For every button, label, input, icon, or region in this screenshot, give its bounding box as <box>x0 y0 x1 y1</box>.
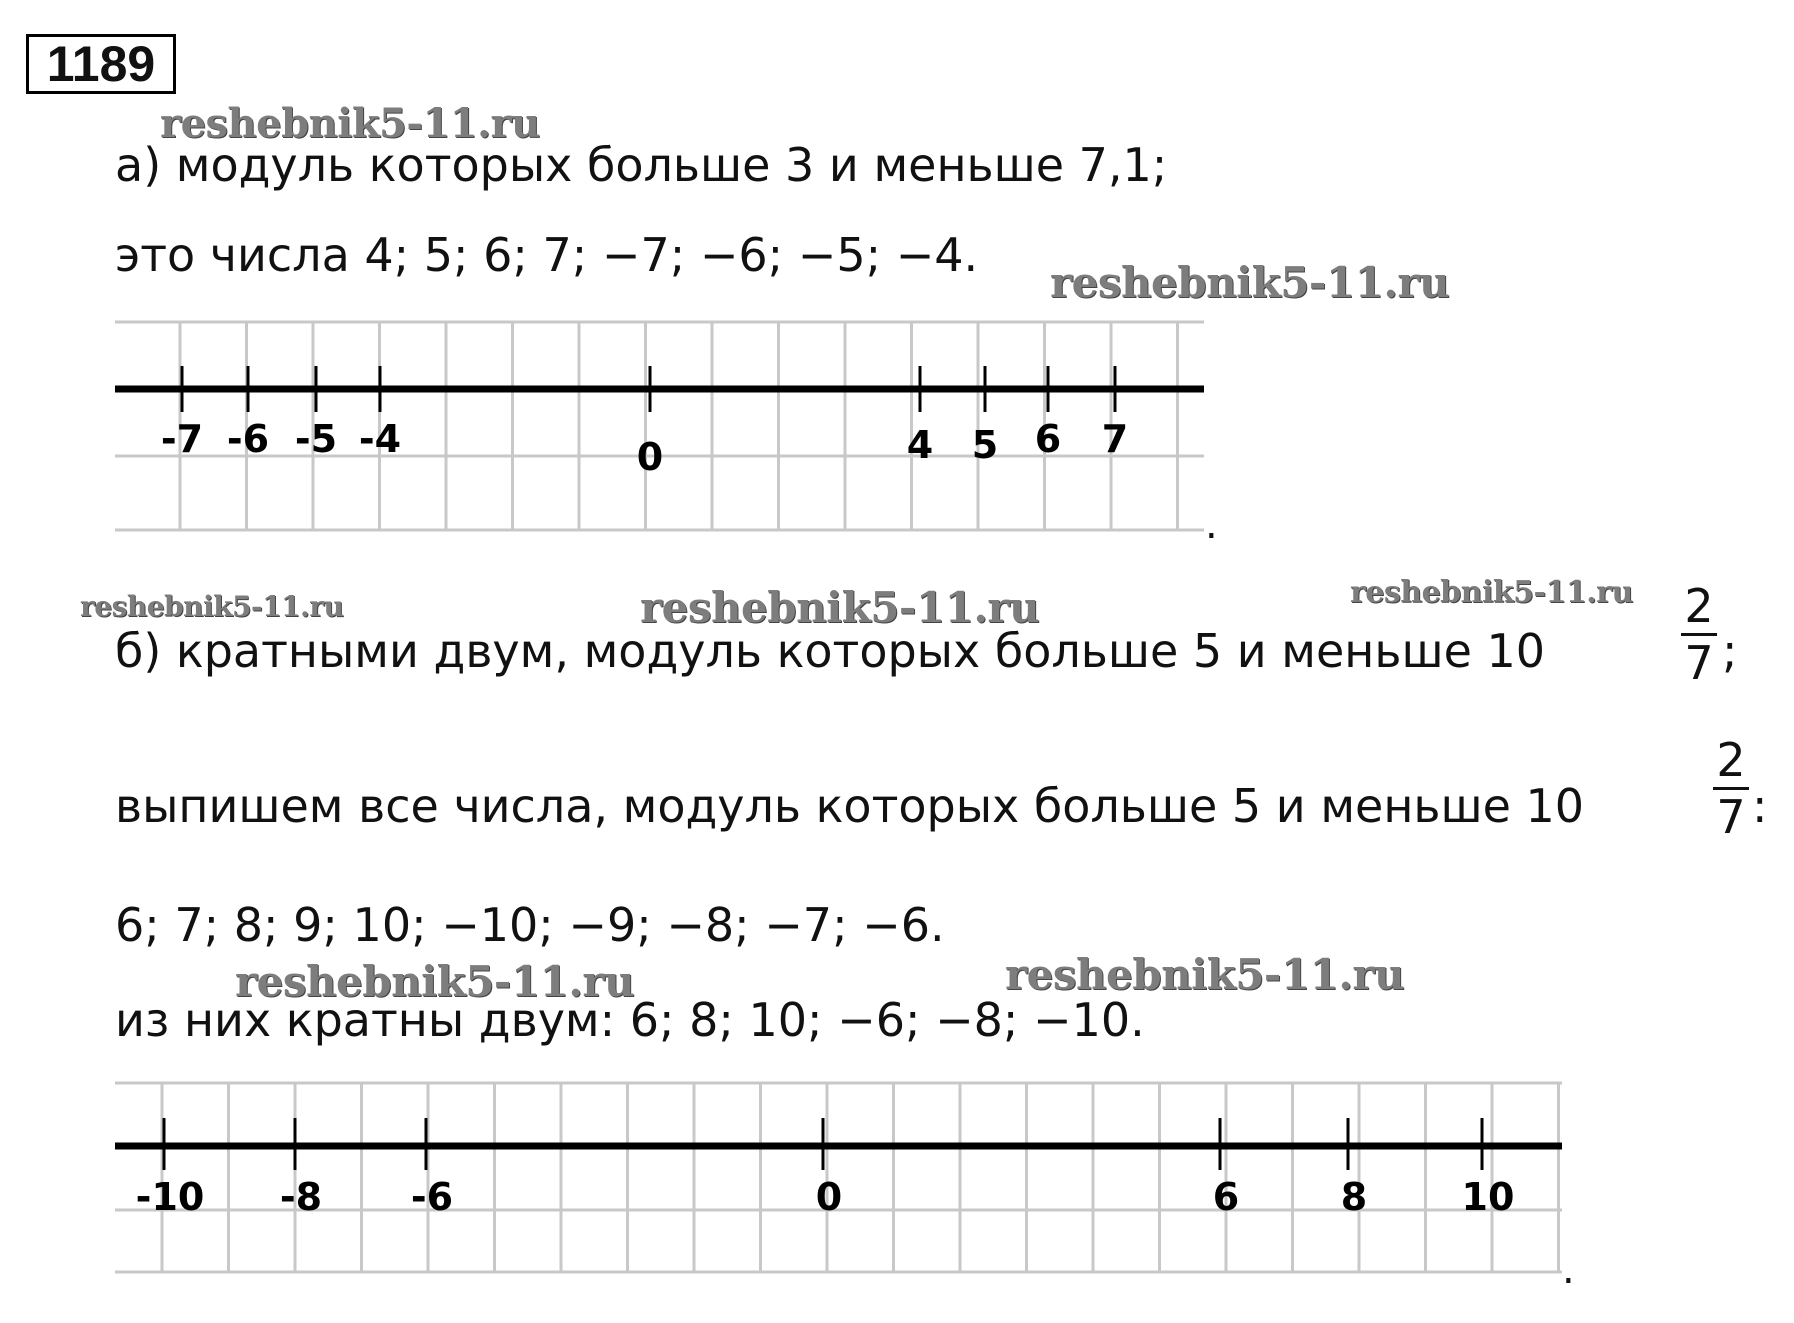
tick-label: -10 <box>135 1175 205 1219</box>
watermark: reshebnik5-11.ru <box>80 590 344 623</box>
tick-label: -5 <box>294 417 338 461</box>
watermark: reshebnik5-11.ru <box>235 957 635 1006</box>
labels-b <box>136 1175 1515 1219</box>
fraction-numerator: 2 <box>1684 579 1714 633</box>
tick-label: 10 <box>1461 1175 1515 1219</box>
fraction-numerator: 2 <box>1716 733 1746 787</box>
part-b-line4: из них кратны двум: 6; 8; 10; −6; −8; −10. <box>115 993 1145 1047</box>
tick-label: 8 <box>1340 1175 1368 1219</box>
tick-label: 0 <box>815 1175 843 1219</box>
tick-label: -6 <box>410 1175 454 1219</box>
part-b-line2-tail: : <box>1752 779 1768 833</box>
watermark: reshebnik5-11.ru <box>1005 950 1405 999</box>
watermark: reshebnik5-11.ru <box>640 583 1040 632</box>
tick-label: -7 <box>160 417 204 461</box>
watermark: reshebnik5-11.ru <box>160 100 540 147</box>
tick-label: 4 <box>906 423 934 467</box>
part-a-line1: а) модуль которых больше 3 и меньше 7,1; <box>115 138 1168 192</box>
fraction-denominator: 7 <box>1684 636 1714 690</box>
tick-label: 5 <box>971 423 999 467</box>
tick-label: 7 <box>1101 417 1129 461</box>
part-a-line2: это числа 4; 5; 6; 7; −7; −6; −5; −4. <box>115 228 979 282</box>
part-b-line1: б) кратными двум, модуль которых больше 5 и меньше 10 <box>115 624 1546 678</box>
tick-label: -8 <box>279 1175 323 1219</box>
tick-label: 6 <box>1212 1175 1240 1219</box>
problem-number: 1189 <box>26 34 176 94</box>
part-b-line1-tail: ; <box>1722 624 1738 678</box>
tick-label: 0 <box>636 435 664 479</box>
tick-label: -4 <box>358 417 402 461</box>
watermark: reshebnik5-11.ru <box>1050 258 1450 307</box>
fraction-denominator: 7 <box>1716 790 1746 844</box>
watermark: reshebnik5-11.ru <box>1350 575 1633 610</box>
part-b-line2: выпишем все числа, модуль которых больше 5 и меньше 10 <box>115 779 1585 833</box>
end-mark-a: . <box>1205 502 1218 548</box>
part-b-line3: 6; 7; 8; 9; 10; −10; −9; −8; −7; −6. <box>115 898 945 952</box>
tick-label: 6 <box>1034 417 1062 461</box>
end-mark-b: . <box>1562 1247 1575 1293</box>
tick-label: -6 <box>226 417 270 461</box>
